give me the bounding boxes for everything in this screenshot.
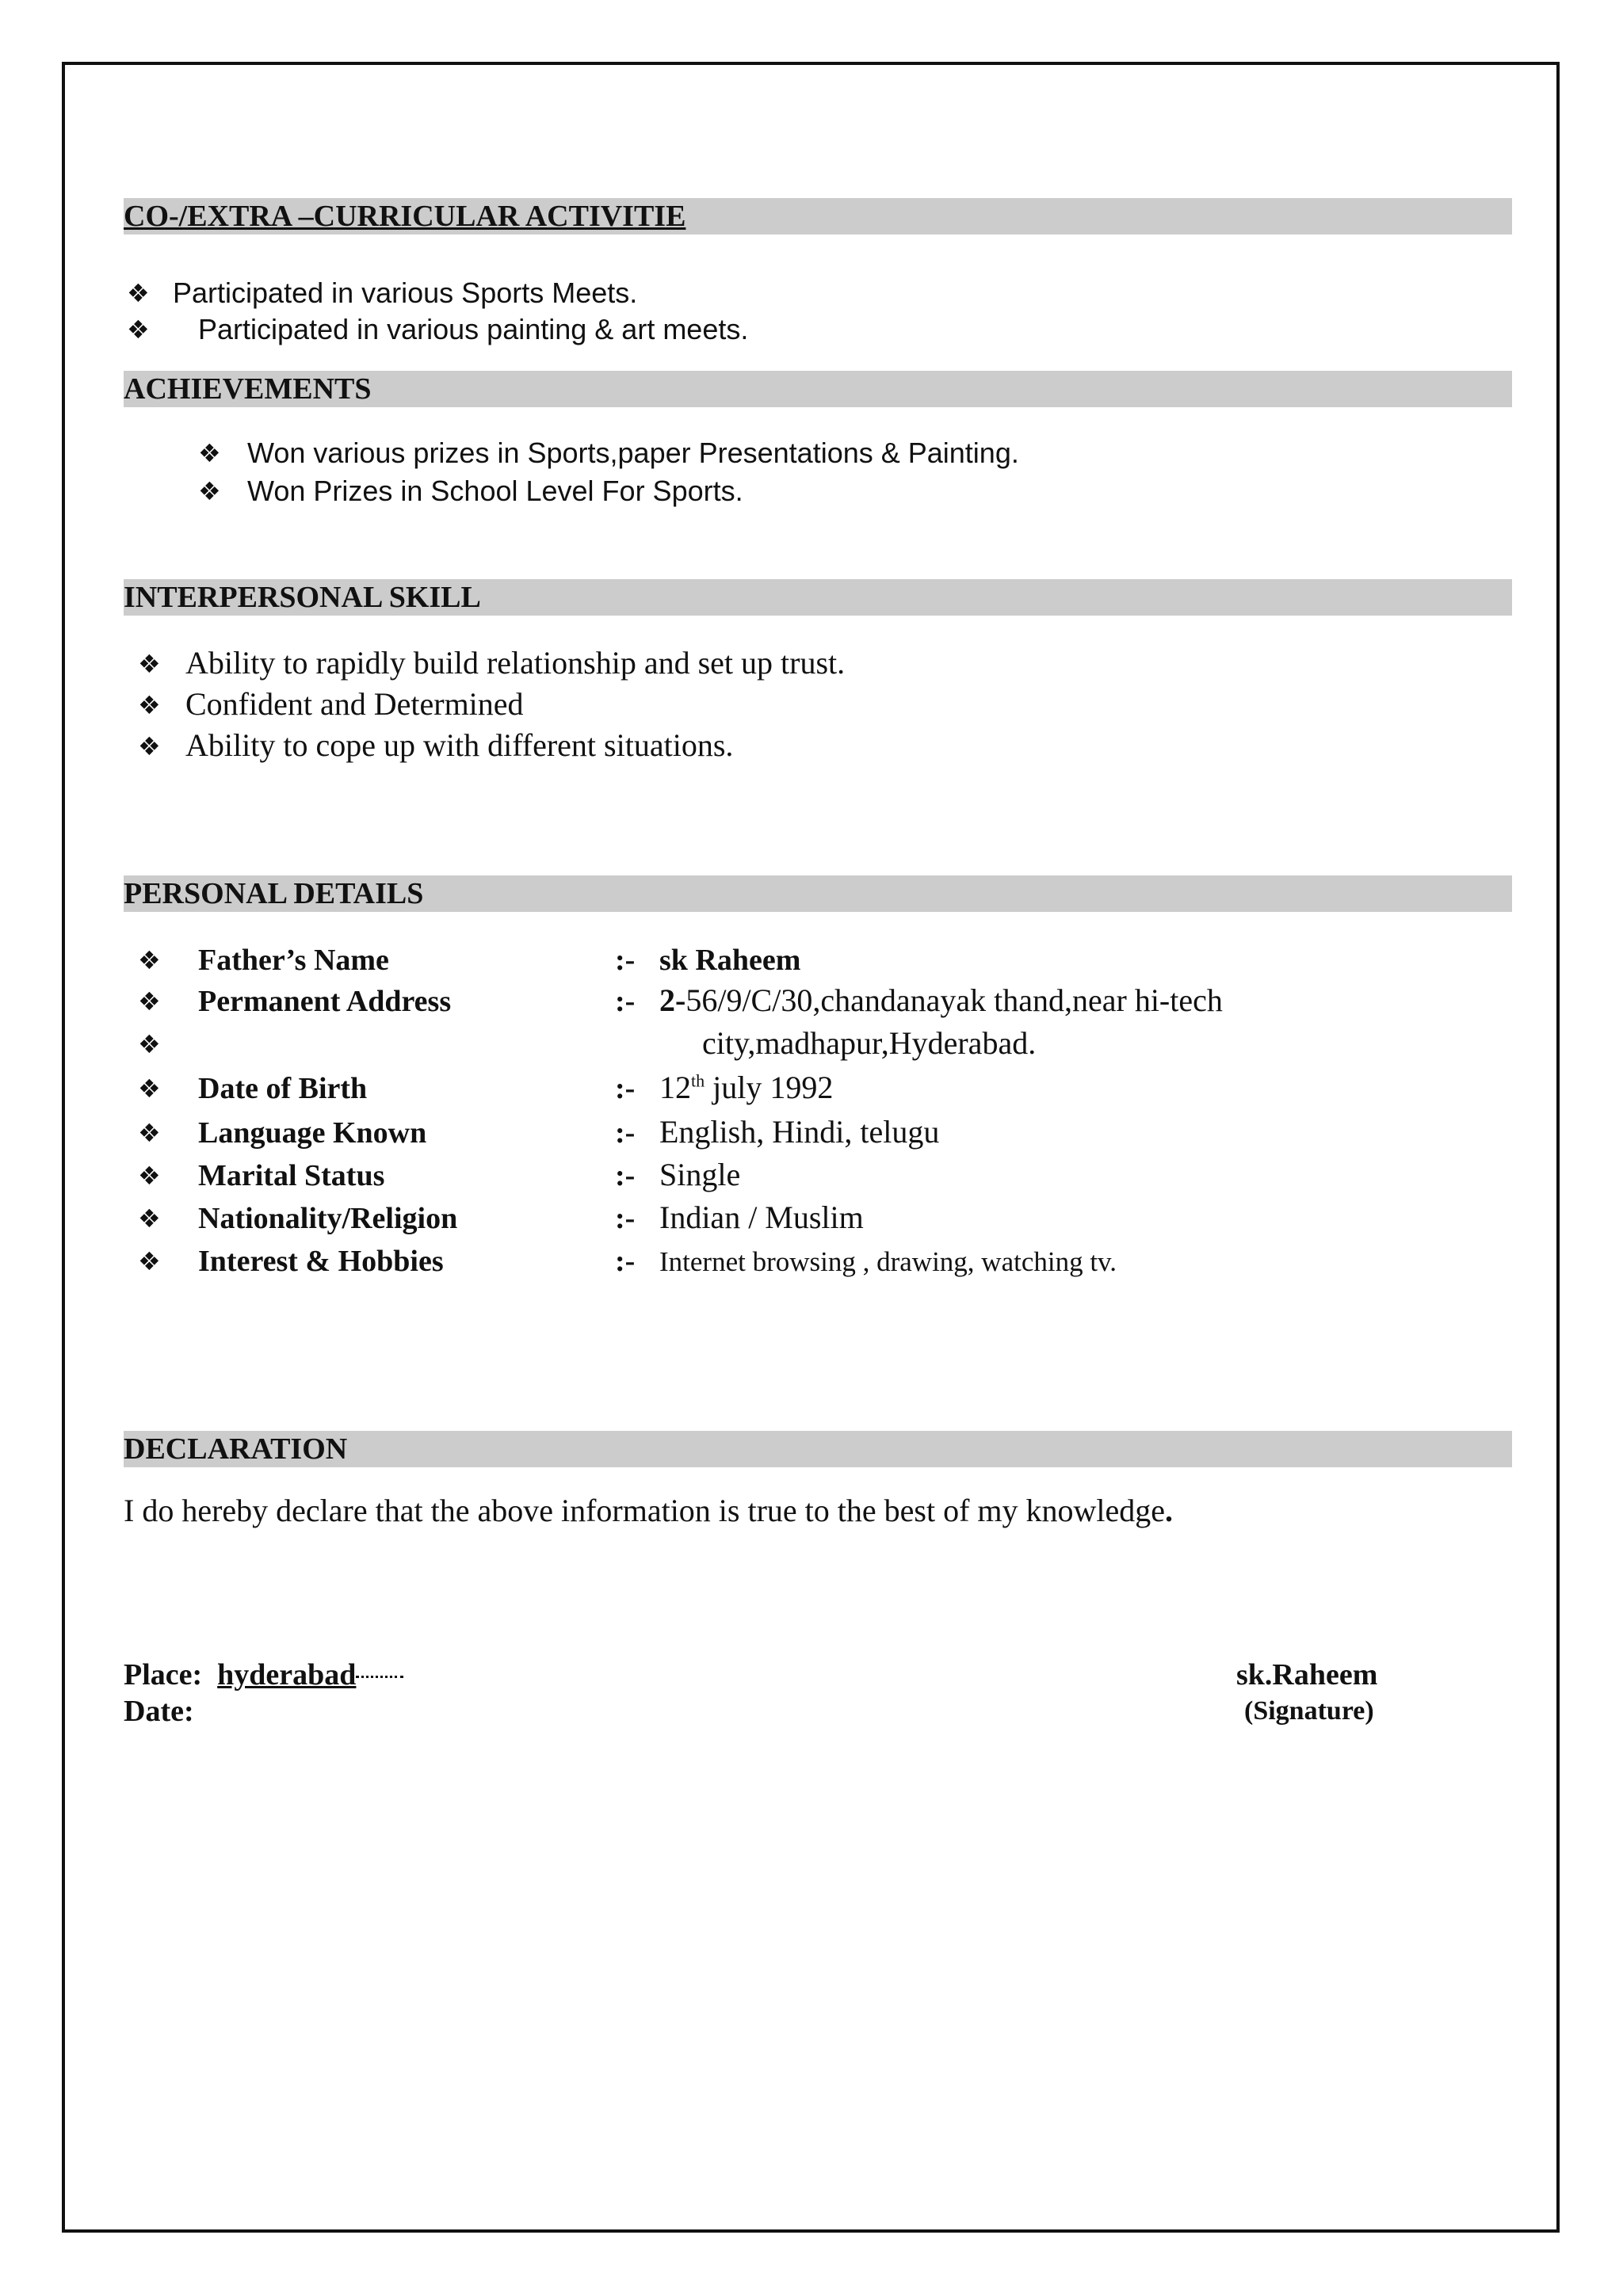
language-value: English, Hindi, telugu [659,1114,940,1150]
dob-label: Date of Birth [198,1072,368,1105]
bullet-icon: ❖ [138,1074,161,1104]
activity-item: Participated in various painting & art meets. [198,313,749,345]
signature-name: sk.Raheem [1236,1658,1378,1691]
activities-heading: CO-/EXTRA –CURRICULAR ACTIVITIE [124,200,686,233]
dob-day: 12 [659,1070,691,1105]
dob-suffix: th [691,1070,705,1091]
skill-item: Ability to cope up with different situations. [185,727,734,763]
separator: :- [615,1202,636,1235]
place-value: hyderabad [217,1658,357,1691]
bullet-icon: ❖ [198,476,221,506]
address-value-line1 [659,982,1223,1019]
personal-heading-bar [124,875,1512,912]
marital-label: Marital Status [198,1159,385,1192]
separator: :- [615,944,636,977]
bullet-icon: ❖ [138,731,161,761]
bullet-icon: ❖ [138,649,161,679]
bullet-icon: ❖ [138,986,161,1016]
declaration-text [124,1493,1173,1529]
separator: :- [615,985,636,1018]
address-prefix: 2- [659,982,686,1018]
declaration-heading-bar [124,1431,1512,1467]
bullet-icon: ❖ [138,1161,161,1191]
personal-heading: PERSONAL DETAILS [124,877,424,910]
hobbies-value: Internet browsing , drawing, watching tv. [659,1246,1117,1277]
fathers-name-value: sk Raheem [659,944,801,977]
bullet-icon: ❖ [138,690,161,720]
bullet-icon: ❖ [198,438,221,468]
hobbies-label: Interest & Hobbies [198,1245,444,1278]
bullet-icon: ❖ [127,278,150,308]
achievement-item: Won various prizes in Sports,paper Presentations & Painting. [247,437,1019,469]
declaration-body: I do hereby declare that the above information is true to the best of my knowledge [124,1493,1166,1528]
bullet-icon: ❖ [138,1246,161,1276]
achievements-heading: ACHIEVEMENTS [124,372,372,406]
address-label: Permanent Address [198,985,452,1018]
activity-item: Participated in various Sports Meets. [173,277,638,309]
separator: :- [615,1072,636,1105]
bullet-icon: ❖ [138,1118,161,1148]
separator: :- [615,1159,636,1192]
skill-item: Ability to rapidly build relationship and set up trust. [185,645,846,681]
place-label: Place: [124,1658,203,1691]
nationality-label: Nationality/Religion [198,1202,458,1235]
separator: :- [615,1116,636,1150]
language-label: Language Known [198,1116,427,1150]
skill-item: Confident and Determined [185,686,524,722]
date-label: Date: [124,1695,194,1728]
dob-rest: july 1992 [705,1070,834,1105]
declaration-heading: DECLARATION [124,1432,348,1466]
address-line1-text: 56/9/C/30,chandanayak thand,near hi-tech [685,982,1223,1018]
achievement-item: Won Prizes in School Level For Sports. [247,475,743,507]
interpersonal-heading: INTERPERSONAL SKILL [124,581,481,614]
bullet-icon: ❖ [138,945,161,975]
bullet-icon: ❖ [138,1029,161,1059]
place-dotted-line [356,1675,403,1678]
fathers-name-label: Father’s Name [198,944,389,977]
declaration-end: . [1165,1493,1174,1528]
signature-caption: (Signature) [1244,1696,1374,1726]
nationality-value: Indian / Muslim [659,1199,864,1235]
interpersonal-heading-bar [124,579,1512,616]
separator: :- [615,1245,636,1278]
place-row [124,1657,403,1692]
bullet-icon: ❖ [127,315,150,345]
dob-value [659,1070,833,1106]
bullet-icon: ❖ [138,1203,161,1234]
achievements-heading-bar [124,371,1512,407]
marital-value: Single [659,1157,741,1192]
activities-heading-bar [124,198,1512,235]
address-value-line2: city,madhapur,Hyderabad. [702,1025,1037,1061]
